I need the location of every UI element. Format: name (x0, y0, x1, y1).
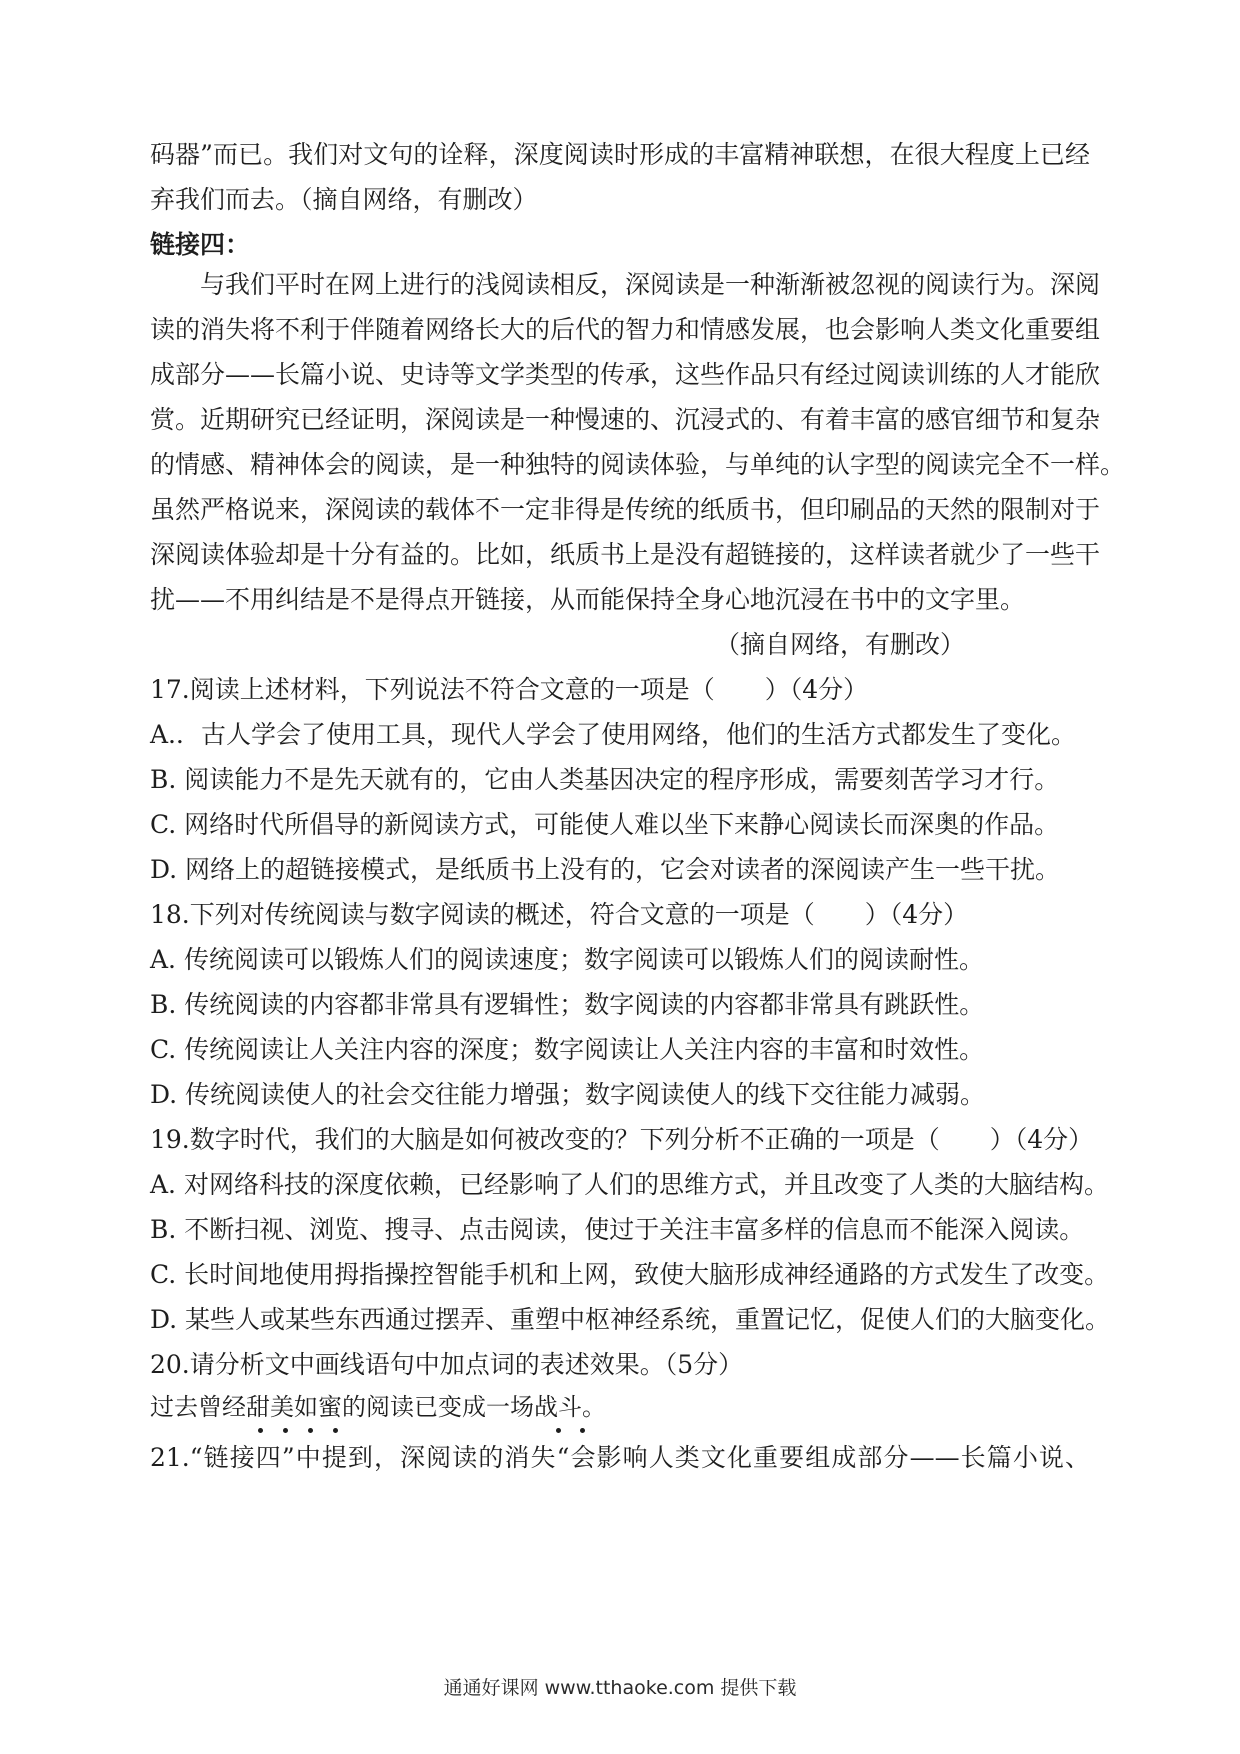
link4-line: 深阅读体验却是十分有益的。比如，纸质书上是没有超链接的，这样读者就少了一些干 (150, 540, 1101, 569)
link4-line: 扰——不用纠结是不是得点开链接，从而能保持全身心地沉浸在书中的文字里。 (150, 585, 1026, 614)
link4-line: 成部分——长篇小说、史诗等文学类型的传承，这些作品只有经过阅读训练的人才能欣 (150, 360, 1101, 389)
link4-line: 与我们平时在网上进行的浅阅读相反，深阅读是一种渐渐被忽视的阅读行为。深阅 (200, 270, 1101, 299)
question-18-option-b: B. 传统阅读的内容都非常具有逻辑性；数字阅读的内容都非常具有跳跃性。 (150, 990, 985, 1019)
emphasis-dot (556, 1428, 561, 1433)
question-17-stem: 17.阅读上述材料，下列说法不符合文意的一项是（ ）（4分） (150, 675, 869, 704)
link4-heading: 链接四： (150, 230, 251, 259)
page-footer: 通通好课网 www.tthaoke.com 提供下载 (443, 1677, 797, 1699)
emphasis-dot (308, 1428, 313, 1433)
link4-source: （摘自网络，有删改） (715, 630, 966, 659)
question-19-option-c: C. 长时间地使用拇指操控智能手机和上网，致使大脑形成神经通路的方式发生了改变。 (150, 1260, 1110, 1289)
question-20-quote: 过去曾经甜美如蜜的阅读已变成一场战斗。 (150, 1393, 606, 1421)
question-19-option-b: B. 不断扫视、浏览、搜寻、点击阅读，使过于关注丰富多样的信息而不能深入阅读。 (150, 1215, 1085, 1244)
question-17-option-c: C. 网络时代所倡导的新阅读方式，可能使人难以坐下来静心阅读长而深奥的作品。 (150, 810, 1060, 839)
link4-line: 读的消失将不利于伴随着网络长大的后代的智力和情感发展，也会影响人类文化重要组 (150, 315, 1101, 344)
question-17-option-d: D. 网络上的超链接模式，是纸质书上没有的，它会对读者的深阅读产生一些干扰。 (150, 855, 1061, 884)
question-18-option-d: D. 传统阅读使人的社会交往能力增强；数字阅读使人的线下交往能力减弱。 (150, 1080, 986, 1109)
passage-line: 弃我们而去。（摘自网络，有删改） (150, 185, 538, 214)
question-21-stem: 21.“链接四”中提到，深阅读的消失“会影响人类文化重要组成部分——长篇小说、 (150, 1443, 1090, 1472)
passage-line: 码器”而已。我们对文句的诠释，深度阅读时形成的丰富精神联想，在很大程度上已经 (150, 140, 1090, 169)
question-17-option-b: B. 阅读能力不是先天就有的，它由人类基因决定的程序形成，需要刻苦学习才行。 (150, 765, 1060, 794)
question-17-option-a: A.．古人学会了使用工具，现代人学会了使用网络，他们的生活方式都发生了变化。 (150, 720, 1077, 749)
link4-line: 赏。近期研究已经证明，深阅读是一种慢速的、沉浸式的、有着丰富的感官细节和复杂 (150, 405, 1101, 434)
question-18-stem: 18.下列对传统阅读与数字阅读的概述，符合文意的一项是（ ）（4分） (150, 900, 969, 929)
emphasis-dot (580, 1428, 585, 1433)
emphasis-dot (333, 1428, 338, 1433)
question-20-stem: 20.请分析文中画线语句中加点词的表述效果。（5分） (150, 1350, 744, 1379)
emphasis-dot (258, 1428, 263, 1433)
question-19-option-a: A. 对网络科技的深度依赖，已经影响了人们的思维方式，并且改变了人类的大脑结构。 (150, 1170, 1109, 1199)
question-19-stem: 19.数字时代，我们的大脑是如何被改变的？下列分析不正确的一项是（ ）（4分） (150, 1125, 1094, 1154)
emphasis-dot (283, 1428, 288, 1433)
link4-line: 虽然严格说来，深阅读的载体不一定非得是传统的纸质书，但印刷品的天然的限制对于 (150, 495, 1101, 524)
question-18-option-a: A. 传统阅读可以锻炼人们的阅读速度；数字阅读可以锻炼人们的阅读耐性。 (150, 945, 984, 974)
link4-line: 的情感、精神体会的阅读，是一种独特的阅读体验，与单纯的认字型的阅读完全不一样。 (150, 450, 1126, 479)
question-19-option-d: D. 某些人或某些东西通过摆弄、重塑中枢神经系统，重置记忆，促使人们的大脑变化。 (150, 1305, 1111, 1334)
question-18-option-c: C. 传统阅读让人关注内容的深度；数字阅读让人关注内容的丰富和时效性。 (150, 1035, 985, 1064)
